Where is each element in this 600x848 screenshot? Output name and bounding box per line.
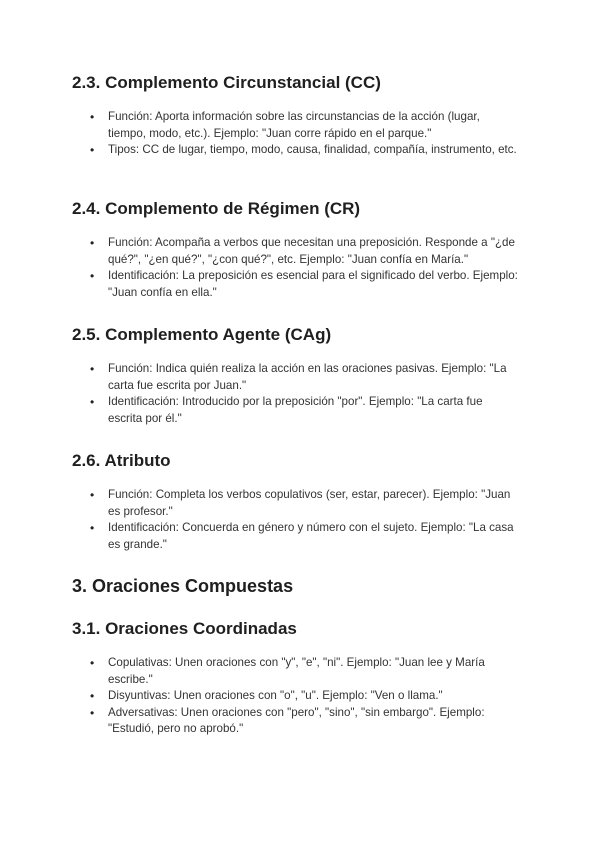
list-item: • Función: Aporta información sobre las circunstancias de la acción (lugar, tiempo, modo, etc.). Ejemplo: "Juan corre rápido en el parque." <box>0 109 518 142</box>
section-heading-atributo: 2.6. Atributo <box>72 451 171 470</box>
section-heading-cag: 2.5. Complemento Agente (CAg) <box>72 325 332 344</box>
list-item: • Identificación: La preposición es esencial para el significado del verbo. Ejemplo: "Juan confía en ella." <box>0 268 518 301</box>
bullet-list-cag <box>0 361 518 427</box>
bullet-list-cc <box>0 109 518 159</box>
list-item: • Adversativas: Unen oraciones con "pero", "sino", "sin embargo". Ejemplo: "Estudió, pero no aprobó." <box>0 705 518 738</box>
list-item: • Función: Acompaña a verbos que necesitan una preposición. Responde a "¿de qué?", "¿en qué?", "¿con qué?", etc. Ejemplo: "Juan confía en María." <box>0 235 518 268</box>
bullet-list-cr <box>0 235 518 301</box>
list-item: • Función: Completa los verbos copulativos (ser, estar, parecer). Ejemplo: "Juan es profesor." <box>0 487 518 520</box>
bullet-list-atributo <box>0 487 518 553</box>
section-heading-cc: 2.3. Complemento Circunstancial (CC) <box>72 73 381 92</box>
list-item: • Copulativas: Unen oraciones con "y", "e", "ni". Ejemplo: "Juan lee y María escribe." <box>0 655 518 688</box>
list-item: • Función: Indica quién realiza la acción en las oraciones pasivas. Ejemplo: "La carta fue escrita por Juan." <box>0 361 518 394</box>
subsection-heading-coordinadas: 3.1. Oraciones Coordinadas <box>72 619 297 638</box>
list-item: • Identificación: Concuerda en género y número con el sujeto. Ejemplo: "La casa es grande." <box>0 520 518 553</box>
chapter-heading: 3. Oraciones Compuestas <box>72 576 294 596</box>
section-heading-cr: 2.4. Complemento de Régimen (CR) <box>72 199 361 218</box>
list-item: • Identificación: Introducido por la preposición "por". Ejemplo: "La carta fue escrita por él." <box>0 394 518 427</box>
list-item: • Tipos: CC de lugar, tiempo, modo, causa, finalidad, compañía, instrumento, etc. <box>0 142 518 159</box>
list-item: • Disyuntivas: Unen oraciones con "o", "u". Ejemplo: "Ven o llama." <box>0 688 518 705</box>
bullet-list-coordinadas <box>0 655 518 738</box>
